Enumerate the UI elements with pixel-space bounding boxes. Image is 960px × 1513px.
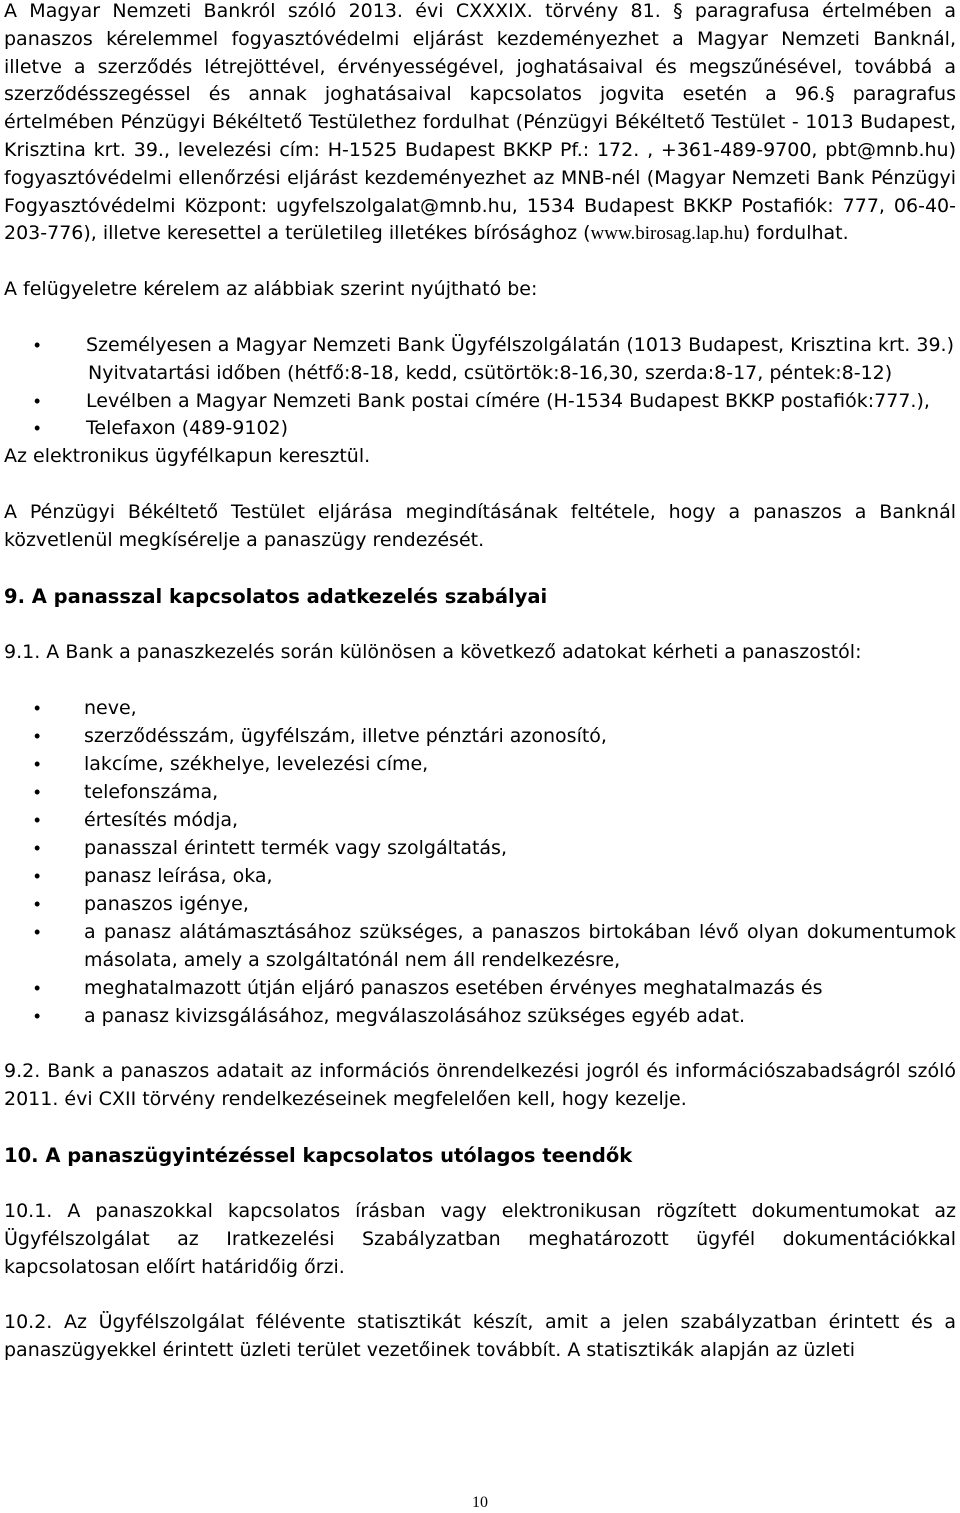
- supervision-item-personal: • Személyesen a Magyar Nemzeti Bank Ügyfélszolgálatán (1013 Budapest, Krisztina krt. 39.): [4, 332, 956, 360]
- page-number: 10: [472, 1494, 488, 1511]
- supervision-lead: A felügyeletre kérelem az alábbiak szerint nyújtható be:: [4, 278, 538, 301]
- intro-paragraph: [4, 0, 956, 248]
- data-list: [4, 694, 956, 1030]
- opening-hours: Nyitvatartási időben (hétfő:8-18, kedd, csütörtök:8-16,30, szerda:8-17, péntek:8-12): [88, 361, 893, 384]
- list-item: • telefonszáma,: [4, 778, 956, 806]
- intro-text-a: A Magyar Nemzeti Bankról szóló 2013. évi CXXXIX. törvény 81.: [4, 0, 674, 22]
- list-item: • a panasz alátámasztásához szükséges, a panaszos birtokában lévő olyan dokumentumok másolata, amely a szolgáltatónál nem áll rendelkezésre,: [4, 918, 956, 974]
- list-item: • neve,: [4, 694, 956, 722]
- list-item: • szerződésszám, ügyfélszám, illetve pénztári azonosító,: [4, 722, 956, 750]
- list-item: • értesítés módja,: [4, 806, 956, 834]
- list-item: • lakcíme, székhelye, levelezési címe,: [4, 750, 956, 778]
- section-sign: §: [673, 0, 683, 22]
- supervision-item-letter: • Levélben a Magyar Nemzeti Bank postai címére (H-1534 Budapest BKKP postafiók:777.),: [4, 388, 956, 416]
- list-item: • panasz leírása, oka,: [4, 862, 956, 890]
- list-item: • panaszos igénye,: [4, 890, 956, 918]
- document-page: [4, 0, 956, 1365]
- electronic-channel: Az elektronikus ügyfélkapun keresztül.: [4, 445, 371, 468]
- list-item: • panasszal érintett termék vagy szolgáltatás,: [4, 834, 956, 862]
- section-9-1-lead: 9.1. A Bank a panaszkezelés során különösen a következő adatokat kérheti a panaszostól:: [4, 640, 862, 663]
- intro-text-c: paragrafus értelmében Pénzügyi Békéltető Testülethez fordulhat (Pénzügyi Békéltető Testület - 1013 Budapest, Krisztina krt. 39., levelezési cím: H-1525 Budapest BKKP Pf.: 172. , +361-489-9700, pbt@mnb.hu) fogyasztóvédelmi ellenőrzési eljárást kezdeményezhet az MNB-nél (Magyar Nemzeti Bank Pénzügyi Fogyasztóvédelmi Központ: ugyfelszolgalat@mnb.hu, 1534 Budapest BKKP Postafiók: 777, 06-40-203-776), illetve keresettel a területileg illetékes bírósághoz (: [4, 83, 957, 245]
- list-item: • meghatalmazott útján eljáró panaszos esetében érvényes meghatalmazás és: [4, 974, 956, 1002]
- list-item: • a panasz kivizsgálásához, megválaszolásához szükséges egyéb adat.: [4, 1002, 956, 1030]
- section-10-1-paragraph: 10.1. A panaszokkal kapcsolatos írásban vagy elektronikusan rögzített dokumentumokat az Ügyfélszolgálat az Iratkezelési Szabályzatban meghatározott ügyfél dokumentációkkal kapcsolatosan előírt határidőig őrzi.: [4, 1199, 956, 1278]
- intro-text-b: paragrafusa értelmében a panaszos kérelemmel fogyasztóvédelmi eljárást kezdeményezhet a Magyar Nemzeti Banknál, illetve a szerződés létrejöttével, érvényességével, joghatásaival és megszűnésével, továbbá a szerződésszegéssel és annak joghatásaival kapcsolatos jogvita esetén a 96.: [4, 0, 957, 106]
- supervision-list: [4, 332, 956, 443]
- section-10-title: 10. A panaszügyintézéssel kapcsolatos utólagos teendők: [4, 1143, 633, 1167]
- section-9-title: 9. A panasszal kapcsolatos adatkezelés szabályai: [4, 584, 548, 608]
- section-sign: §: [825, 83, 835, 106]
- section-10-2-paragraph: 10.2. Az Ügyfélszolgálat félévente statisztikát készít, amit a jelen szabályzatban érintett és a panaszügyekkel érintett üzleti terület vezetőinek továbbít. A statisztikák alapján az üzleti: [4, 1311, 956, 1362]
- section-9-2-paragraph: 9.2. Bank a panaszos adatait az információs önrendelkezési jogról és információszabadságról szóló 2011. évi CXII törvény rendelkezéseinek megfelelően kell, hogy kezelje.: [4, 1060, 956, 1111]
- condition-paragraph: A Pénzügyi Békéltető Testület eljárása megindításának feltétele, hogy a panaszos a Banknál közvetlenül megkísérelje a panaszügy rendezését.: [4, 500, 956, 551]
- intro-text-d: ) fordulhat.: [742, 222, 849, 245]
- court-url[interactable]: www.birosag.lap.hu: [590, 223, 743, 245]
- supervision-item-fax: • Telefaxon (489-9102): [4, 415, 956, 443]
